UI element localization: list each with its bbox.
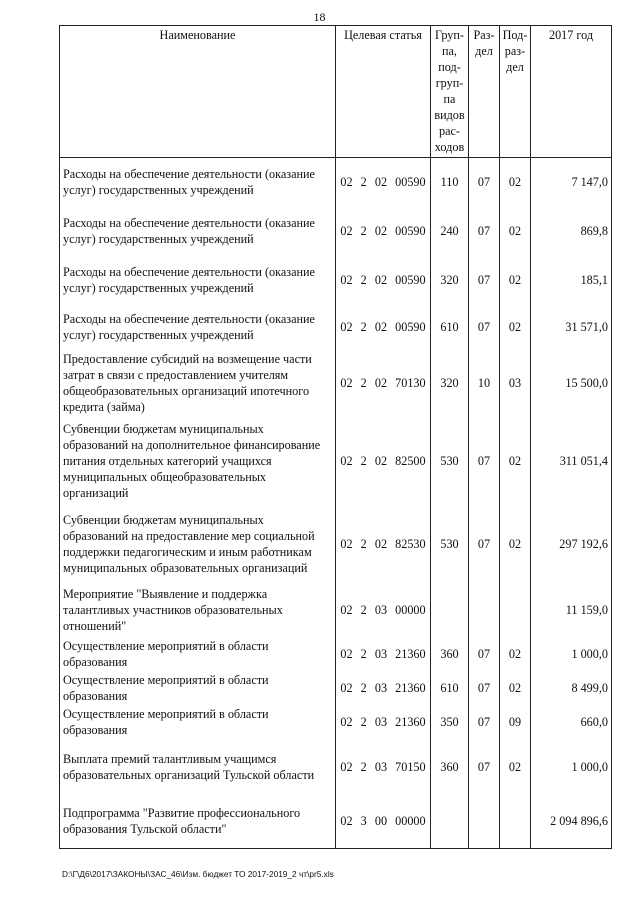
row-section: 07 bbox=[469, 207, 500, 256]
row-target: 02 2 02 70130 bbox=[336, 350, 431, 417]
row-group: 110 bbox=[431, 158, 469, 207]
table-row bbox=[60, 256, 612, 304]
row-subsection: 02 bbox=[500, 671, 531, 705]
row-subsection: 02 bbox=[500, 304, 531, 350]
row-name: Расходы на обеспечение деятельности (оказание услуг) государственных учреждений bbox=[60, 158, 336, 207]
row-subsection bbox=[500, 795, 531, 849]
row-group: 240 bbox=[431, 207, 469, 256]
budget-table bbox=[59, 25, 612, 849]
table-row bbox=[60, 158, 612, 207]
row-amount: 7 147,0 bbox=[531, 158, 612, 207]
file-path-footer: D:\Г\Д6\2017\ЗАКОНЫ\ЗАС_46\Изм. бюджет ТО 2017-2019_2 чт\pr5.xls bbox=[62, 869, 334, 879]
row-section: 07 bbox=[469, 256, 500, 304]
row-target: 02 2 03 21360 bbox=[336, 671, 431, 705]
row-section: 10 bbox=[469, 350, 500, 417]
header-year: 2017 год bbox=[531, 26, 612, 158]
row-amount: 297 192,6 bbox=[531, 505, 612, 583]
row-section: 07 bbox=[469, 417, 500, 505]
table-header-row bbox=[60, 26, 612, 158]
row-target: 02 2 03 70150 bbox=[336, 739, 431, 795]
row-group: 530 bbox=[431, 505, 469, 583]
row-name: Осуществление мероприятий в области образования bbox=[60, 705, 336, 739]
row-section: 07 bbox=[469, 671, 500, 705]
row-subsection bbox=[500, 583, 531, 637]
row-subsection: 02 bbox=[500, 158, 531, 207]
row-amount: 11 159,0 bbox=[531, 583, 612, 637]
row-group: 360 bbox=[431, 739, 469, 795]
row-group: 320 bbox=[431, 350, 469, 417]
row-name: Осуществление мероприятий в области образования bbox=[60, 671, 336, 705]
row-section: 07 bbox=[469, 158, 500, 207]
row-target: 02 2 02 00590 bbox=[336, 256, 431, 304]
row-section: 07 bbox=[469, 304, 500, 350]
table-row bbox=[60, 350, 612, 417]
table-row bbox=[60, 207, 612, 256]
row-amount: 185,1 bbox=[531, 256, 612, 304]
row-target: 02 2 02 00590 bbox=[336, 304, 431, 350]
row-name: Расходы на обеспечение деятельности (оказание услуг) государственных учреждений bbox=[60, 304, 336, 350]
row-group: 530 bbox=[431, 417, 469, 505]
header-subsection: Под-раз-дел bbox=[500, 26, 531, 158]
table-row bbox=[60, 739, 612, 795]
table-row bbox=[60, 417, 612, 505]
table-row bbox=[60, 795, 612, 849]
row-target: 02 2 02 82530 bbox=[336, 505, 431, 583]
row-target: 02 3 00 00000 bbox=[336, 795, 431, 849]
row-group: 360 bbox=[431, 637, 469, 671]
table-row bbox=[60, 304, 612, 350]
row-target: 02 2 03 21360 bbox=[336, 637, 431, 671]
row-name: Мероприятие "Выявление и поддержка талантливых участников образовательных отношений" bbox=[60, 583, 336, 637]
row-subsection: 02 bbox=[500, 739, 531, 795]
header-name: Наименование bbox=[60, 26, 336, 158]
row-target: 02 2 02 82500 bbox=[336, 417, 431, 505]
header-section: Раз-дел bbox=[469, 26, 500, 158]
row-name: Субвенции бюджетам муниципальных образований на предоставление мер социальной поддержки педагогическим и иным работникам муниципальных образовательных организаций bbox=[60, 505, 336, 583]
row-name: Предоставление субсидий на возмещение части затрат в связи с предоставлением учителям общеобразовательных организаций ипотечного кредита (займа) bbox=[60, 350, 336, 417]
table-row bbox=[60, 705, 612, 739]
row-subsection: 02 bbox=[500, 417, 531, 505]
table-row bbox=[60, 671, 612, 705]
row-amount: 8 499,0 bbox=[531, 671, 612, 705]
row-subsection: 02 bbox=[500, 637, 531, 671]
row-subsection: 09 bbox=[500, 705, 531, 739]
table-row bbox=[60, 637, 612, 671]
row-name: Расходы на обеспечение деятельности (оказание услуг) государственных учреждений bbox=[60, 207, 336, 256]
row-subsection: 02 bbox=[500, 207, 531, 256]
row-amount: 2 094 896,6 bbox=[531, 795, 612, 849]
row-amount: 15 500,0 bbox=[531, 350, 612, 417]
row-amount: 1 000,0 bbox=[531, 739, 612, 795]
row-group bbox=[431, 795, 469, 849]
row-target: 02 2 03 21360 bbox=[336, 705, 431, 739]
table-row bbox=[60, 505, 612, 583]
table-row bbox=[60, 583, 612, 637]
row-name: Выплата премий талантливым учащимся образовательных организаций Тульской области bbox=[60, 739, 336, 795]
row-name: Подпрограмма "Развитие профессионального образования Тульской области" bbox=[60, 795, 336, 849]
row-section bbox=[469, 795, 500, 849]
row-name: Субвенции бюджетам муниципальных образований на дополнительное финансирование питания отдельных категорий учащихся муниципальных общеобразовательных организаций bbox=[60, 417, 336, 505]
row-group: 320 bbox=[431, 256, 469, 304]
row-group bbox=[431, 583, 469, 637]
row-amount: 311 051,4 bbox=[531, 417, 612, 505]
row-subsection: 02 bbox=[500, 505, 531, 583]
row-name: Осуществление мероприятий в области образования bbox=[60, 637, 336, 671]
row-target: 02 2 02 00590 bbox=[336, 207, 431, 256]
row-subsection: 02 bbox=[500, 256, 531, 304]
row-group: 610 bbox=[431, 671, 469, 705]
row-target: 02 2 03 00000 bbox=[336, 583, 431, 637]
row-name: Расходы на обеспечение деятельности (оказание услуг) государственных учреждений bbox=[60, 256, 336, 304]
row-amount: 1 000,0 bbox=[531, 637, 612, 671]
row-amount: 31 571,0 bbox=[531, 304, 612, 350]
page-number: 18 bbox=[313, 10, 326, 24]
row-section bbox=[469, 583, 500, 637]
row-group: 350 bbox=[431, 705, 469, 739]
row-group: 610 bbox=[431, 304, 469, 350]
row-amount: 660,0 bbox=[531, 705, 612, 739]
row-target: 02 2 02 00590 bbox=[336, 158, 431, 207]
header-target: Целевая статья bbox=[336, 26, 431, 158]
row-subsection: 03 bbox=[500, 350, 531, 417]
row-section: 07 bbox=[469, 739, 500, 795]
row-section: 07 bbox=[469, 705, 500, 739]
header-group: Груп-па, под-груп-па видов рас-ходов bbox=[431, 26, 469, 158]
row-amount: 869,8 bbox=[531, 207, 612, 256]
row-section: 07 bbox=[469, 505, 500, 583]
row-section: 07 bbox=[469, 637, 500, 671]
